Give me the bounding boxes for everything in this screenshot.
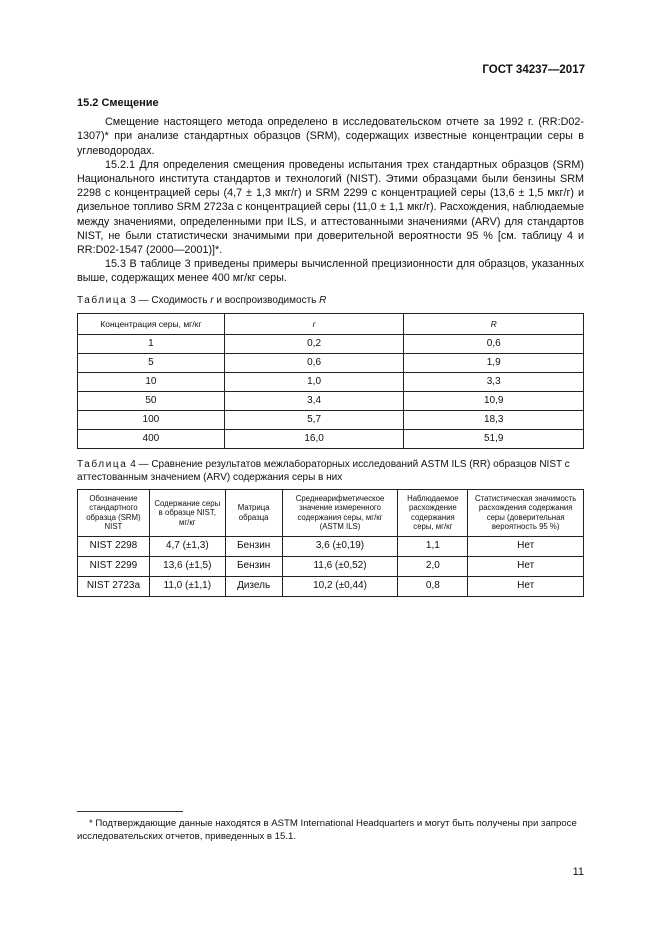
paragraph: 15.3 В таблице 3 приведены примеры вычисленной прецизионности для образцов, указанных выше, содержащих менее 400 мг/кг серы. [77, 258, 584, 285]
table3-caption-dash: — [135, 294, 152, 306]
table-row [78, 556, 584, 576]
page-number: 11 [572, 866, 584, 878]
table-cell: 11,6 (±0,52) [282, 556, 398, 576]
table-cell: Бензин [225, 556, 282, 576]
table-cell: 11,0 (±1,1) [149, 576, 225, 596]
table-cell: 0,8 [398, 576, 468, 596]
table-cell: 1 [78, 334, 225, 353]
table-cell: 4,7 (±1,3) [149, 536, 225, 556]
table-cell: 1,0 [224, 372, 404, 391]
table3-caption-R: R [319, 294, 327, 306]
table3 [77, 313, 584, 449]
table4-caption-number: 4 [130, 458, 136, 470]
table-cell: 0,6 [404, 334, 584, 353]
table-cell: Нет [468, 536, 584, 556]
table-cell: 0,2 [224, 334, 404, 353]
table-cell: 5,7 [224, 410, 404, 429]
table-cell: NIST 2298 [78, 536, 150, 556]
table-row [78, 372, 584, 391]
main-content [77, 96, 584, 597]
table-cell: NIST 2723a [78, 576, 150, 596]
table-header-row [78, 313, 584, 334]
table-cell: Нет [468, 576, 584, 596]
table-header-cell: Матрица образца [225, 489, 282, 536]
table4 [77, 489, 584, 597]
standard-id-header: ГОСТ 34237—2017 [482, 64, 585, 76]
table-cell: 5 [78, 353, 225, 372]
table-row [78, 391, 584, 410]
table3-caption-text-b: и воспроизводимость [213, 294, 320, 306]
paragraph: Смещение настоящего метода определено в исследовательском отчете за 1992 г. (RR:D02-1307)* при анализе стандартных образцов (SRM), содержащих известные концентрации серы в углеводородах. [77, 116, 584, 157]
table-cell: NIST 2299 [78, 556, 150, 576]
table-row [78, 429, 584, 448]
table-cell: 16,0 [224, 429, 404, 448]
footnote: * Подтверждающие данные находятся в ASTM International Headquarters и могут быть получены при запросе исследовательских отчетов, приведенных в 15.1. [77, 818, 577, 842]
table-cell: 50 [78, 391, 225, 410]
table3-caption [77, 294, 584, 308]
table3-caption-number: 3 [130, 294, 136, 306]
table4-caption-text: — Сравнение результатов межлабораторных исследований ASTM ILS (RR) образцов NIST с аттестованным значением (ARV) содержания серы в них [77, 458, 570, 483]
paragraph: 15.2.1 Для определения смещения проведены испытания трех стандартных образцов (SRM) Национального института стандартов и технологий (NIST). Этими образцами были бензины SRM 2298 с концентрацией серы (4,7 ± 1,3 мкг/г) и SRM 2299 с концентрацией серы (13,6 ± 1,5 мкг/г) и дизельное топливо SRM 2723а с концентрацией серы (11,0 ± 1,1 мкг/г). Расхождения, наблюдаемые между значениями, определенными при ILS, и аттестованными значениями (ARV) для стандартов NIST, не были статистически значимыми при доверительной вероятности 95 % [см. таблицу 4 и RR:D02-1547 (2000—2001)]*. [77, 158, 584, 257]
table-cell: Бензин [225, 536, 282, 556]
table-header-row [78, 489, 584, 536]
table-cell: 1,9 [404, 353, 584, 372]
table-header-cell: Обозначение стандартного образца (SRM) NIST [78, 489, 150, 536]
table3-caption-text-a: Сходимость [151, 294, 211, 306]
table-header-cell: r [224, 313, 404, 334]
table-cell: 13,6 (±1,5) [149, 556, 225, 576]
table-row [78, 334, 584, 353]
table-cell: 3,6 (±0,19) [282, 536, 398, 556]
table-cell: 3,4 [224, 391, 404, 410]
table-header-cell: Статистическая значимость расхождения содержания серы (доверительная вероятность 95 %) [468, 489, 584, 536]
table-cell: 1,1 [398, 536, 468, 556]
table-cell: 100 [78, 410, 225, 429]
table-row [78, 410, 584, 429]
table-cell: 0,6 [224, 353, 404, 372]
table-cell: 18,3 [404, 410, 584, 429]
table-cell: 10,9 [404, 391, 584, 410]
table-cell: Дизель [225, 576, 282, 596]
table-row [78, 576, 584, 596]
table-cell: 2,0 [398, 556, 468, 576]
table-header-cell: Содержание серы в образце NIST, мг/кг [149, 489, 225, 536]
table-header-cell: Среднеарифметическое значение измеренного содержания серы, мг/кг (ASTM ILS) [282, 489, 398, 536]
table-cell: Нет [468, 556, 584, 576]
table-cell: 3,3 [404, 372, 584, 391]
table-cell: 10 [78, 372, 225, 391]
table4-caption-label: Таблица [77, 458, 128, 470]
footnote-divider [77, 811, 183, 812]
table-row [78, 536, 584, 556]
table4-caption [77, 458, 584, 484]
table-row [78, 353, 584, 372]
table-header-cell: R [404, 313, 584, 334]
table-cell: 10,2 (±0,44) [282, 576, 398, 596]
table-cell: 400 [78, 429, 225, 448]
section-title: 15.2 Смещение [77, 97, 159, 109]
table-cell: 51,9 [404, 429, 584, 448]
table3-caption-r: r [210, 294, 214, 306]
table-header-cell: Концентрация серы, мг/кг [78, 313, 225, 334]
table3-caption-label: Таблица [77, 294, 128, 306]
table-header-cell: Наблюдаемое расхождение содержания серы, мг/кг [398, 489, 468, 536]
